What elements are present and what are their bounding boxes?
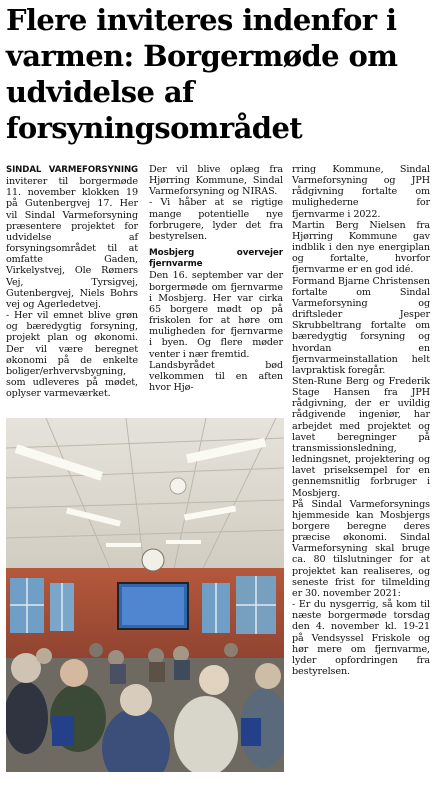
kicker: SINDAL VARMEFORSYNING xyxy=(6,165,138,175)
paragraph: På Sindal Varmeforsynings hjemmeside kan Mosbjergs borgere beregne deres præcise økonomi. Sindal Varmeforsyning skal bruge ca. 80 tilslutninger for at projektet kan realiseres, og seneste frist for tilmelding er 30. november 2021: xyxy=(292,498,430,599)
paragraph: rring Kommune, Sindal Varmeforsyning og JPH rådgivning fortalte om mulighederne for fjernvarme i 2022. xyxy=(292,164,430,220)
article-column-1 xyxy=(6,164,138,399)
paragraph: Den 16. september var der borgermøde om fjernvarme i Mosbjerg. Her var cirka 65 borgere mødt op på friskolen for at høre om muligheden for fjernvarme i byen. Og flere møder venter i nær fremtid. xyxy=(149,270,283,360)
paragraph: Formand Bjarne Christensen fortalte om Sindal Varmeforsyning og driftsleder Jesper Skrubbeltrang fortalte om bæredygtig forsyning og hvordan en fjernvarmeinstallation helt lavpraktisk foregår. xyxy=(292,275,430,376)
article-column-3 xyxy=(292,164,430,677)
paragraph: Sten-Rune Berg og Frederik Stage Hansen fra JPH rådgivning, der er uvildig rådgivende ingeniør, har arbejdet med projektet og lavet beregninger på transmissionsledning, ledningsnet, projektering og lavet priseksempel for en gennemsnitlig forbruger i Mosbjerg. xyxy=(292,375,430,499)
paragraph: Martin Berg Nielsen fra Hjørring Kommune gav indblik i den nye energiplan og fortalte, hvorfor fjernvarme er en god idé. xyxy=(292,219,430,276)
paragraph: Landsbyrådet bød velkommen til en aften hvor Hjø- xyxy=(149,359,283,393)
paragraph: Der vil blive oplæg fra Hjørring Kommune, Sindal Varmeforsyning og NIRAS. xyxy=(149,164,283,198)
article-column-2 xyxy=(149,164,283,393)
paragraph: - Her vil emnet blive grøn og bæredygtig forsyning, projekt plan og økonomi. Der vil være beregnet økonomi på de enkelte boliger/erhvervsbygning, som udleveres på mødet, oplyser varmeværket. xyxy=(6,310,138,400)
headline: Flere inviteres indenfor i varmen: Borgermøde om udvidelse af forsyningsområdet xyxy=(6,3,398,145)
paragraph-text: inviterer til borgermøde 11. november klokken 19 på Gutenbergvej 17. Her vil Sindal Varmeforsyning præsentere projektet for udvidelse af forsyningsområdet til at omfatte Gaden, Virkelystvej, Ole Rømers Vej, Tyrsigvej, Gutenbergvej, Niels Bohrs vej og Agerledetvej. xyxy=(6,176,138,310)
paragraph xyxy=(6,164,138,310)
meeting-photo xyxy=(6,418,284,772)
paragraph: - Vi håber at se rigtige mange potentielle nye forbrugere, lyder det fra bestyrelsen. xyxy=(149,197,283,242)
subheading: Mosbjerg overvejer fjernvarme xyxy=(149,248,283,270)
paragraph: - Er du nysgerrig, så kom til næste borgermøde torsdag den 4. november kl. 19-21 på Vendsyssel Friskole og hør mere om fjernvarme, lyder opfordringen fra bestyrelsen. xyxy=(292,599,430,678)
